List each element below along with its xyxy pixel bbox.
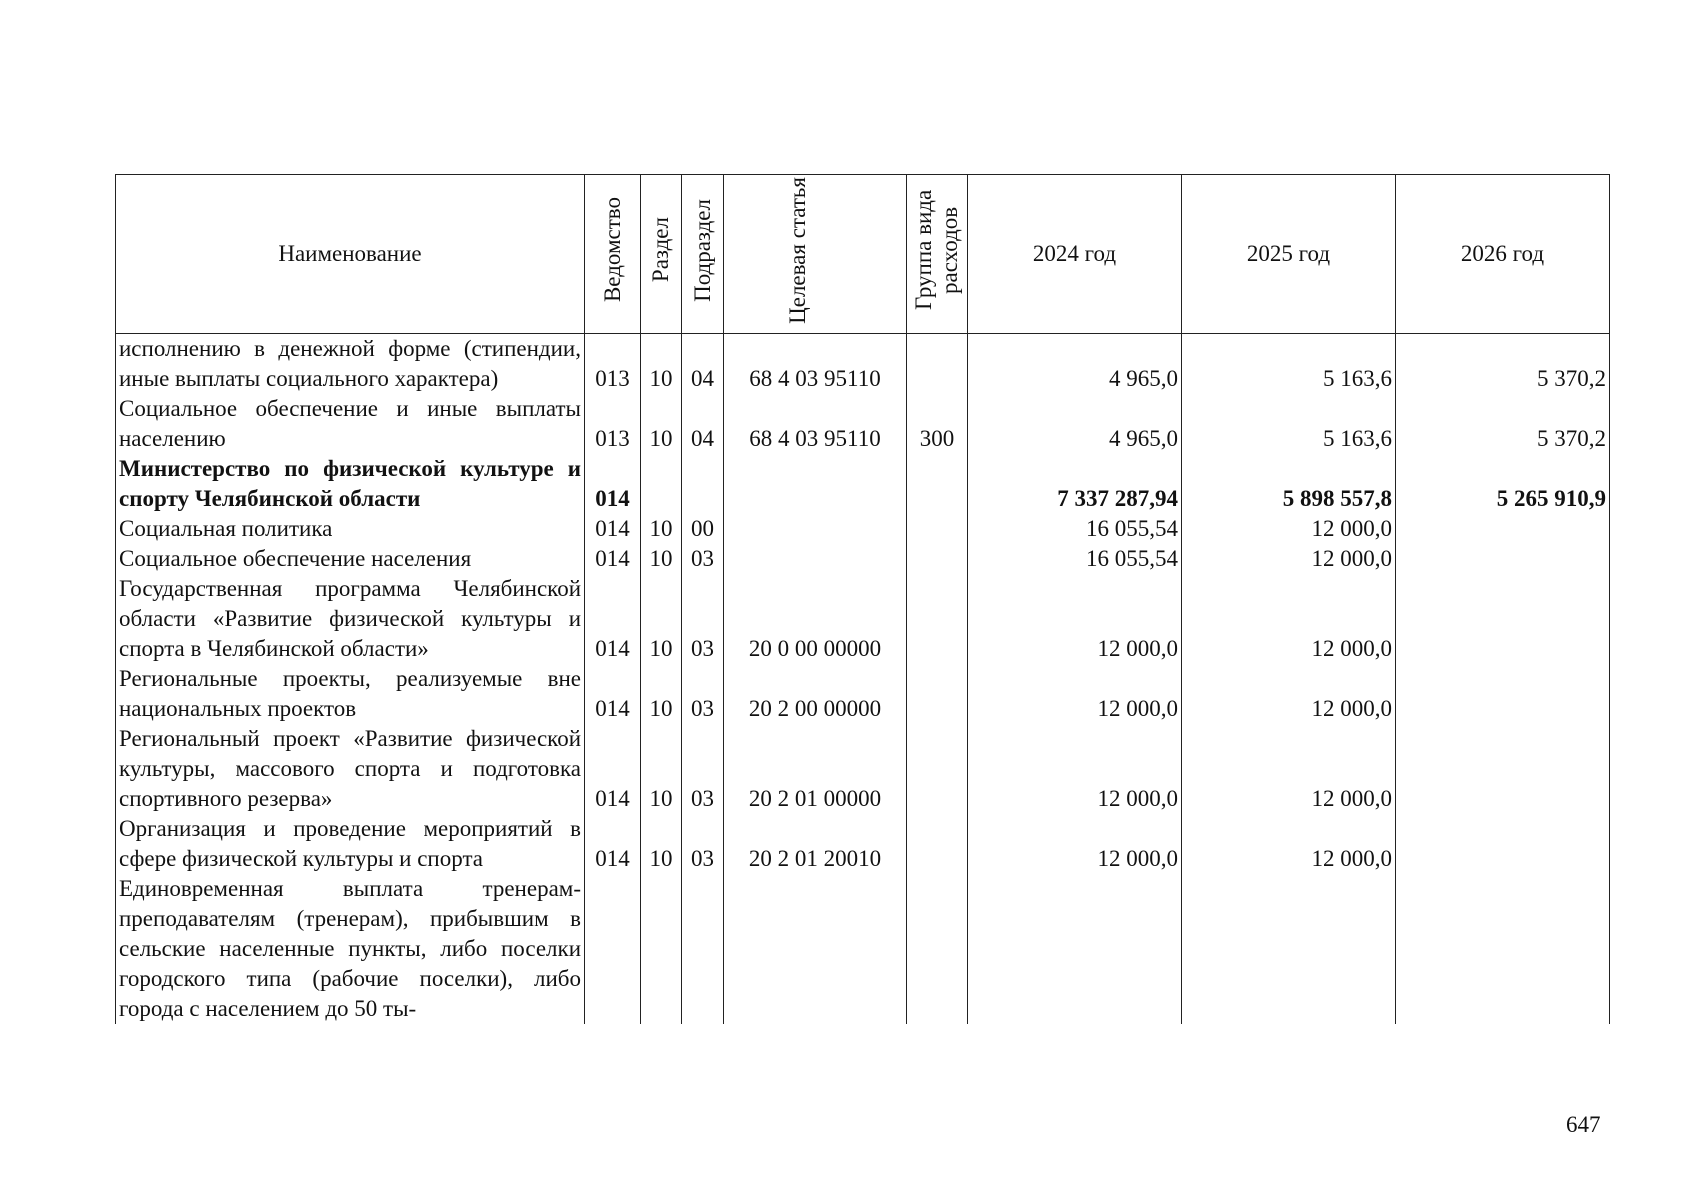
cell-2024: [968, 874, 1182, 1024]
table-row: [116, 514, 1610, 544]
cell-vedomstvo: 014: [585, 814, 641, 874]
cell-tselevaya-statya: [724, 874, 907, 1024]
cell-gruppa: [907, 454, 968, 514]
cell-name: Организация и проведение мероприятий в сфере физической культуры и спорта: [116, 814, 585, 874]
cell-podrazdel: 00: [682, 514, 724, 544]
cell-2025: 5 163,6: [1182, 394, 1396, 454]
cell-razdel: 10: [641, 814, 682, 874]
cell-podrazdel: 03: [682, 664, 724, 724]
cell-gruppa: [907, 514, 968, 544]
table-row: [116, 724, 1610, 814]
cell-vedomstvo: 014: [585, 574, 641, 664]
cell-podrazdel: 03: [682, 574, 724, 664]
header-2024: 2024 год: [968, 175, 1182, 334]
cell-name: Министерство по физической культуре и спорту Челябинской области: [116, 454, 585, 514]
cell-vedomstvo: 014: [585, 454, 641, 514]
header-name: Наименование: [116, 175, 585, 334]
cell-gruppa: 300: [907, 394, 968, 454]
cell-2025: 12 000,0: [1182, 814, 1396, 874]
cell-tselevaya-statya: [724, 514, 907, 544]
header-gruppa: Группа вида расходов: [907, 175, 968, 334]
cell-2024: 4 965,0: [968, 334, 1182, 395]
table-row: [116, 814, 1610, 874]
cell-2026: 5 370,2: [1396, 394, 1610, 454]
cell-name: Социальное обеспечение населения: [116, 544, 585, 574]
cell-2025: 12 000,0: [1182, 514, 1396, 544]
cell-tselevaya-statya: 68 4 03 95110: [724, 394, 907, 454]
cell-razdel: 10: [641, 664, 682, 724]
cell-razdel: 10: [641, 574, 682, 664]
cell-2025: 5 163,6: [1182, 334, 1396, 395]
cell-podrazdel: [682, 874, 724, 1024]
cell-name: Государственная программа Челябинской области «Развитие физической культуры и спорта в Челябинской области»: [116, 574, 585, 664]
cell-name: Социальная политика: [116, 514, 585, 544]
table-row: [116, 334, 1610, 395]
cell-tselevaya-statya: 20 2 01 20010: [724, 814, 907, 874]
cell-2025: 12 000,0: [1182, 724, 1396, 814]
cell-vedomstvo: [585, 874, 641, 1024]
cell-2024: 16 055,54: [968, 514, 1182, 544]
cell-2026: [1396, 544, 1610, 574]
cell-2026: [1396, 514, 1610, 544]
cell-tselevaya-statya: 20 2 01 00000: [724, 724, 907, 814]
cell-podrazdel: 04: [682, 334, 724, 395]
table-row: [116, 664, 1610, 724]
cell-name: Региональный проект «Развитие физической культуры, массового спорта и подготовка спортивного резерва»: [116, 724, 585, 814]
header-vedomstvo: Ведомство: [585, 175, 641, 334]
cell-razdel: [641, 454, 682, 514]
cell-razdel: 10: [641, 544, 682, 574]
cell-gruppa: [907, 664, 968, 724]
cell-2025: 12 000,0: [1182, 664, 1396, 724]
cell-2025: [1182, 874, 1396, 1024]
header-tselevaya-statya: Целевая статья: [724, 175, 907, 334]
cell-gruppa: [907, 724, 968, 814]
cell-podrazdel: 03: [682, 544, 724, 574]
cell-2024: 7 337 287,94: [968, 454, 1182, 514]
cell-razdel: [641, 874, 682, 1024]
cell-podrazdel: 03: [682, 724, 724, 814]
cell-vedomstvo: 013: [585, 394, 641, 454]
cell-vedomstvo: 014: [585, 514, 641, 544]
cell-razdel: 10: [641, 724, 682, 814]
table-body: [116, 334, 1610, 1025]
cell-razdel: 10: [641, 394, 682, 454]
cell-name: Региональные проекты, реализуемые вне национальных проектов: [116, 664, 585, 724]
cell-podrazdel: 03: [682, 814, 724, 874]
table-header-row: [116, 175, 1610, 334]
cell-name: исполнению в денежной форме (стипендии, иные выплаты социального характера): [116, 334, 585, 395]
header-2025: 2025 год: [1182, 175, 1396, 334]
table-row: [116, 574, 1610, 664]
cell-razdel: 10: [641, 514, 682, 544]
cell-vedomstvo: 014: [585, 724, 641, 814]
cell-gruppa: [907, 574, 968, 664]
cell-name: Единовременная выплата тренерам-преподавателям (тренерам), прибывшим в сельские населенные пункты, либо поселки городского типа (рабочие поселки), либо города с населением до 50 ты-: [116, 874, 585, 1024]
cell-2026: [1396, 814, 1610, 874]
cell-gruppa: [907, 874, 968, 1024]
cell-gruppa: [907, 814, 968, 874]
cell-2026: 5 265 910,9: [1396, 454, 1610, 514]
cell-name: Социальное обеспечение и иные выплаты населению: [116, 394, 585, 454]
page-number: 647: [1566, 1112, 1601, 1137]
cell-podrazdel: 04: [682, 394, 724, 454]
cell-2025: 5 898 557,8: [1182, 454, 1396, 514]
cell-razdel: 10: [641, 334, 682, 395]
budget-table: [115, 174, 1610, 1024]
cell-2024: 12 000,0: [968, 574, 1182, 664]
cell-gruppa: [907, 334, 968, 395]
cell-gruppa: [907, 544, 968, 574]
cell-2026: [1396, 874, 1610, 1024]
cell-2026: [1396, 724, 1610, 814]
cell-2024: 16 055,54: [968, 544, 1182, 574]
table-row: [116, 544, 1610, 574]
cell-2025: 12 000,0: [1182, 574, 1396, 664]
table-row: [116, 394, 1610, 454]
cell-2025: 12 000,0: [1182, 544, 1396, 574]
cell-vedomstvo: 014: [585, 664, 641, 724]
table-row: [116, 454, 1610, 514]
cell-tselevaya-statya: 20 0 00 00000: [724, 574, 907, 664]
header-razdel: Раздел: [641, 175, 682, 334]
cell-2024: 12 000,0: [968, 664, 1182, 724]
cell-2024: 12 000,0: [968, 814, 1182, 874]
cell-tselevaya-statya: 68 4 03 95110: [724, 334, 907, 395]
cell-2024: 12 000,0: [968, 724, 1182, 814]
cell-2026: 5 370,2: [1396, 334, 1610, 395]
table-row: [116, 874, 1610, 1024]
cell-podrazdel: [682, 454, 724, 514]
cell-vedomstvo: 013: [585, 334, 641, 395]
cell-2026: [1396, 574, 1610, 664]
cell-2026: [1396, 664, 1610, 724]
header-2026: 2026 год: [1396, 175, 1610, 334]
cell-tselevaya-statya: 20 2 00 00000: [724, 664, 907, 724]
cell-tselevaya-statya: [724, 454, 907, 514]
header-podrazdel: Подраздел: [682, 175, 724, 334]
cell-tselevaya-statya: [724, 544, 907, 574]
cell-vedomstvo: 014: [585, 544, 641, 574]
cell-2024: 4 965,0: [968, 394, 1182, 454]
